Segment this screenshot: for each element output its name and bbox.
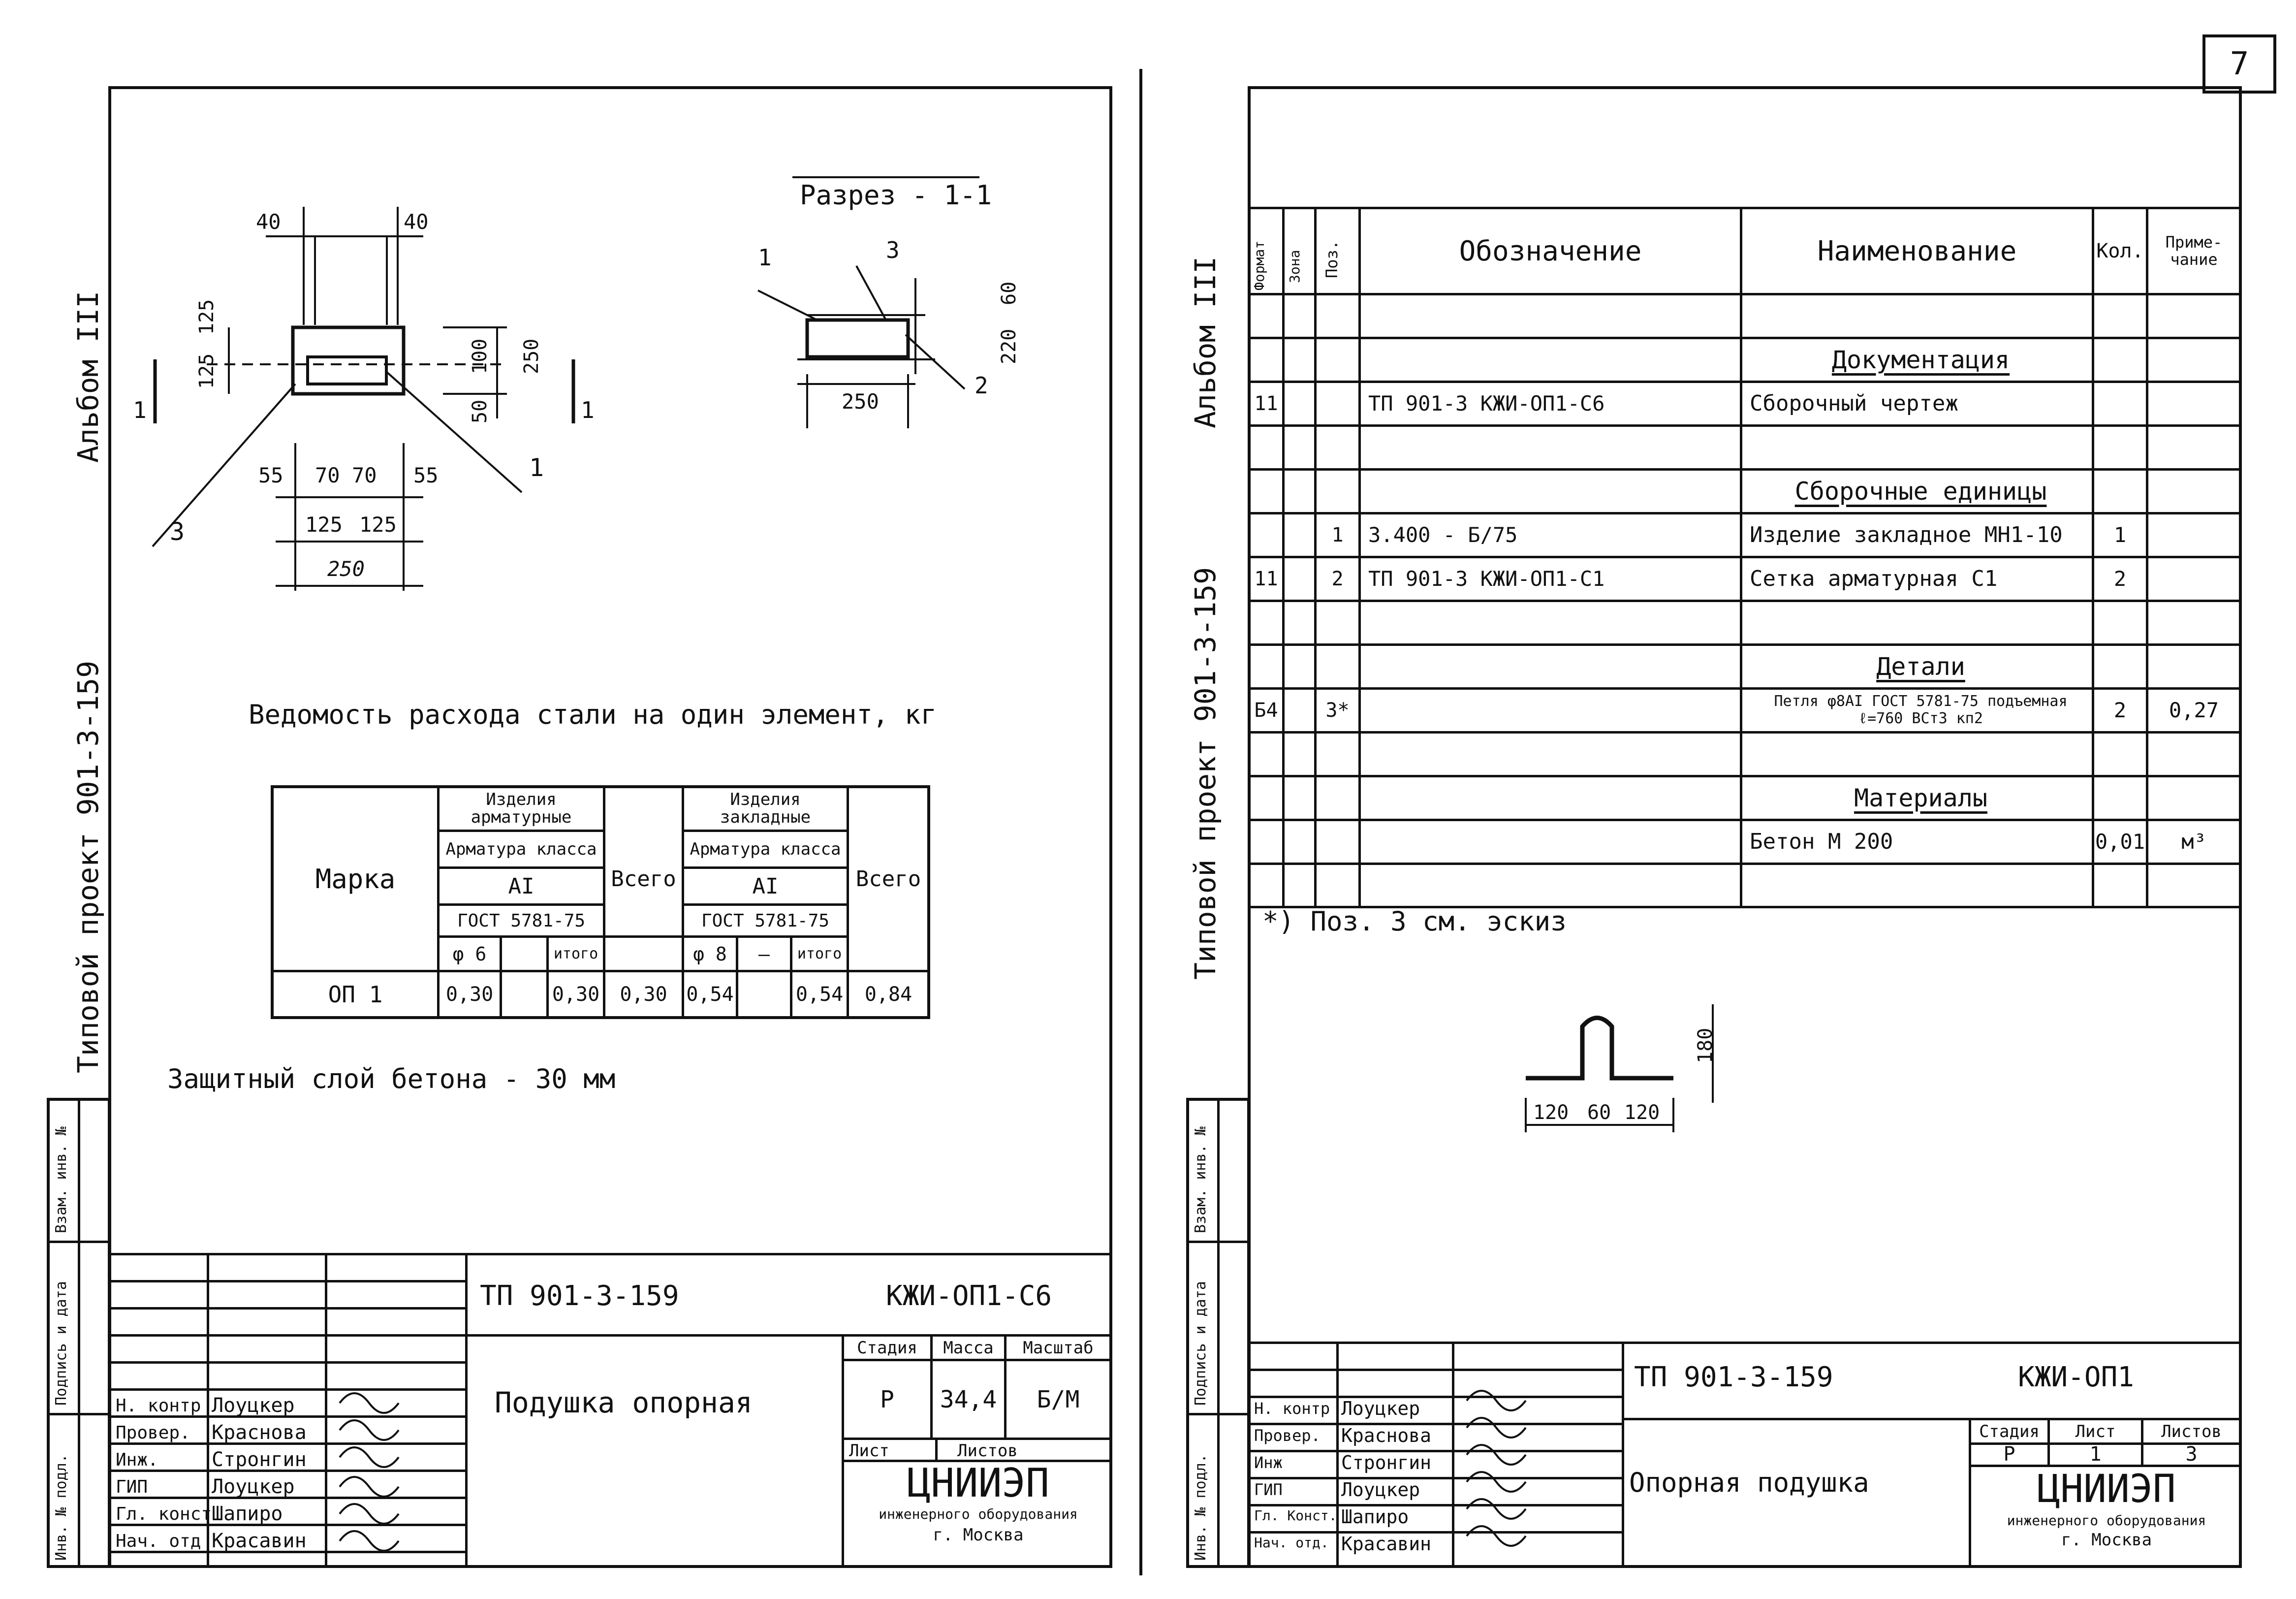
spec-cell-note (2148, 514, 2239, 556)
spec-cell-pos (1317, 821, 1358, 863)
left-name-6: Красавин (212, 1530, 307, 1552)
spec-cell-pos (1317, 295, 1358, 337)
left-project-label: Типовой проект 901-3-159 (71, 660, 105, 1073)
spec-cell-pos (1317, 426, 1358, 468)
left-role-1: Н. контр (116, 1396, 201, 1416)
right-stage-h: Стадия (1979, 1421, 2040, 1441)
spec-cell-designation (1363, 295, 1740, 337)
spec-cell-format (1250, 733, 1282, 775)
spec-cell-format (1250, 426, 1282, 468)
section-dim-220: 220 (998, 328, 1020, 364)
spec-section-heading: Сборочные единицы (1794, 477, 2047, 506)
plan-pos-1: 1 (529, 453, 544, 482)
spec-cell-name: Сборочный чертеж (1750, 391, 1958, 416)
right-product-name: Опорная подушка (1629, 1467, 1869, 1498)
spec-cell-name: Изделие закладное МН1-10 (1750, 522, 2063, 547)
spec-cell-format (1250, 777, 1282, 819)
spec-cell-format (1250, 470, 1282, 512)
spec-cell-name (1745, 864, 2092, 906)
spec-cell-note (2148, 426, 2239, 468)
right-stamp-sign: Подпись и дата (1192, 1281, 1209, 1406)
spec-cell-designation: 3.400 - Б/75 (1368, 523, 1518, 547)
spec-cell-qty (2094, 339, 2146, 381)
plan-dim-b1-3: 70 (352, 463, 377, 487)
right-code: ТП 901-3-159 (1634, 1361, 1833, 1393)
left-org-city: г. Москва (933, 1525, 1024, 1545)
spec-cell-pos: 3* (1325, 699, 1350, 722)
steel-row-vsego1: 0,30 (620, 983, 667, 1006)
right-list: 1 (2089, 1442, 2102, 1466)
left-product-name: Подушка опорная (495, 1386, 753, 1419)
spec-cell-note (2148, 383, 2239, 424)
spec-cell-designation (1363, 777, 1740, 819)
steel-h-group1: Изделия арматурные (471, 789, 572, 827)
spec-section-heading: Детали (1876, 652, 1965, 681)
spec-cell-note (2148, 470, 2239, 512)
steel-h-phi8: φ 8 (693, 943, 727, 965)
right-name-4: Лоуцкер (1341, 1479, 1420, 1501)
spec-h-note: Приме-чание (2165, 232, 2223, 269)
left-role-3: Инж. (116, 1450, 158, 1470)
left-name-3: Стронгин (212, 1448, 307, 1471)
plan-dim-b1-1: 55 (258, 463, 283, 487)
spec-cell-pos (1317, 470, 1358, 512)
sketch-dim-60: 60 (1587, 1101, 1611, 1124)
right-sheet-code: КЖИ-ОП1 (2018, 1361, 2135, 1393)
spec-cell-name (1745, 645, 2092, 687)
right-lists: 3 (2185, 1442, 2198, 1466)
spec-cell-qty (2094, 645, 2146, 687)
left-list-h: Лист (849, 1441, 889, 1461)
spec-cell-format (1250, 514, 1282, 556)
left-album-label: Альбом III (71, 290, 105, 463)
spec-cell-note (2148, 339, 2239, 381)
plan-dim-b1-4: 55 (413, 463, 439, 487)
right-name-1: Лоуцкер (1341, 1398, 1420, 1419)
right-role-3: Инж (1254, 1453, 1283, 1472)
steel-h-armatura2: Арматура класса (690, 839, 841, 859)
left-sheet-code: КЖИ-ОП1-С6 (886, 1280, 1052, 1312)
spec-cell-qty: 1 (2113, 523, 2127, 547)
left-org: ЦНИИЭП (907, 1460, 1049, 1506)
spec-cell-designation (1363, 689, 1740, 731)
right-name-2: Краснова (1341, 1425, 1432, 1446)
left-stage: Р (880, 1385, 894, 1413)
left-stamp-inv: Инв. № подл. (53, 1454, 70, 1561)
left-lists-h: Листов (957, 1441, 1018, 1461)
right-name-3: Стронгин (1341, 1452, 1432, 1473)
spec-cell-qty (2094, 733, 2146, 775)
spec-cell-qty (2094, 602, 2146, 643)
right-lists-h: Листов (2161, 1421, 2222, 1441)
steel-row-phi8: 0,54 (686, 983, 734, 1006)
steel-row-phi6: 0,30 (445, 983, 494, 1006)
spec-cell-note (2148, 777, 2239, 819)
spec-footnote: *) Поз. 3 см. эскиз (1262, 906, 1567, 937)
steel-h-gost2: ГОСТ 5781-75 (701, 910, 830, 931)
spec-cell-qty (2094, 864, 2146, 906)
right-role-1: Н. контр (1254, 1399, 1330, 1418)
left-mass-h: Масса (943, 1338, 994, 1358)
right-org: ЦНИИЭП (2037, 1467, 2176, 1511)
spec-cell-pos (1317, 339, 1358, 381)
spec-cell-qty: 0,01 (2095, 830, 2145, 854)
spec-cell-pos: 1 (1331, 523, 1344, 546)
spec-cell-designation (1363, 339, 1740, 381)
spec-cell-designation (1363, 426, 1740, 468)
plan-dim-left-2: 125 (195, 299, 218, 335)
left-name-1: Лоуцкер (212, 1394, 295, 1417)
spec-cell-designation: ТП 901-3 КЖИ-ОП1-С6 (1368, 391, 1605, 416)
steel-row-itogo2: 0,54 (795, 983, 844, 1006)
right-role-4: ГИП (1254, 1480, 1283, 1499)
left-name-2: Краснова (212, 1421, 307, 1444)
right-org-city: г. Москва (2061, 1530, 2152, 1550)
protect-note: Защитный слой бетона - 30 мм (167, 1063, 616, 1094)
section-dim-60: 60 (998, 281, 1020, 305)
spec-cell-pos (1317, 777, 1358, 819)
plan-cut-mark-left: 1 (133, 397, 147, 423)
steel-h-itogo2: итого (797, 945, 842, 962)
steel-h-vsego1: Всего (611, 866, 676, 892)
spec-cell-pos: 2 (1331, 567, 1344, 590)
spec-cell-note (2148, 645, 2239, 687)
steel-h-class1: AI (508, 873, 535, 899)
left-stamp-vzam: Взам. инв. № (53, 1126, 70, 1233)
steel-h-phi6: φ 6 (452, 943, 487, 965)
spec-cell-note (2148, 864, 2239, 906)
plan-dim-b3: 250 (327, 557, 365, 581)
spec-cell-name (1745, 426, 2092, 468)
spec-cell-name: Сетка арматурная С1 (1750, 566, 1998, 591)
spec-h-name: Наименование (1817, 235, 2017, 267)
left-code: ТП 901-3-159 (480, 1280, 679, 1312)
spec-cell-note (2148, 733, 2239, 775)
steel-h-gost1: ГОСТ 5781-75 (457, 910, 586, 931)
right-name-5: Шапиро (1341, 1506, 1409, 1528)
spec-cell-qty: 2 (2113, 567, 2127, 591)
sketch-dim-180: 180 (1694, 1027, 1717, 1063)
plan-dim-right-2: 250 (520, 338, 543, 374)
plan-dim-b2-2: 125 (359, 512, 397, 537)
spec-cell-pos (1317, 383, 1358, 424)
left-role-5: Гл. конст (116, 1504, 212, 1524)
left-role-6: Нач. отд (116, 1531, 201, 1551)
spec-cell-format: Б4 (1254, 699, 1278, 722)
section-pos-1: 1 (758, 244, 772, 271)
spec-cell-note (2148, 602, 2239, 643)
spec-cell-note (2148, 295, 2239, 337)
steel-h-itogo1: итого (553, 945, 598, 962)
spec-cell-note: 0,27 (2169, 698, 2219, 722)
page-number-box (2202, 34, 2276, 94)
steel-h-group2: Изделия закладные (720, 789, 811, 827)
left-name-4: Лоуцкер (212, 1475, 295, 1498)
plan-dim-top-left: 40 (256, 210, 281, 234)
left-stamp-sign: Подпись и дата (53, 1281, 70, 1406)
right-project-label: Типовой проект 901-3-159 (1189, 567, 1222, 980)
left-mass: 34,4 (940, 1385, 997, 1413)
spec-cell-qty (2094, 470, 2146, 512)
spec-cell-qty (2094, 426, 2146, 468)
spec-cell-name (1745, 295, 2092, 337)
spec-h-qty: Кол. (2096, 240, 2144, 262)
right-role-5: Гл. Конст. (1254, 1507, 1337, 1524)
spec-section-heading: Документация (1831, 345, 2010, 374)
spec-cell-note (2148, 558, 2239, 600)
spec-cell-format: 11 (1254, 392, 1278, 415)
steel-title: Ведомость расхода стали на один элемент, кг (249, 699, 937, 730)
page-number: 7 (2230, 46, 2249, 82)
spec-cell-pos (1317, 602, 1358, 643)
spec-h-format: Формат (1251, 240, 1267, 290)
spec-cell-format (1250, 295, 1282, 337)
right-role-6: Нач. отд. (1254, 1535, 1329, 1551)
left-scale: Б/М (1037, 1385, 1080, 1413)
sketch-dim-120b: 120 (1624, 1101, 1660, 1124)
spec-cell-designation: ТП 901-3 КЖИ-ОП1-С1 (1368, 567, 1605, 591)
right-stamp-vzam: Взам. инв. № (1192, 1126, 1209, 1233)
spec-h-pos: Поз. (1322, 240, 1341, 278)
spec-cell-format (1250, 602, 1282, 643)
spec-cell-note: м³ (2181, 830, 2206, 854)
plan-dim-b2-1: 125 (305, 512, 343, 537)
plan-dim-left-1: 125 (195, 353, 218, 389)
left-name-5: Шапиро (212, 1503, 283, 1525)
left-role-4: ГИП (116, 1477, 148, 1497)
spec-cell-designation (1363, 864, 1740, 906)
spec-cell-format (1250, 864, 1282, 906)
steel-h-vsego2: Всего (855, 866, 921, 892)
spec-cell-format (1250, 821, 1282, 863)
plan-dim-b1-2: 70 (315, 463, 340, 487)
plan-dim-right-1: 100 (469, 338, 491, 374)
spec-cell-designation (1363, 602, 1740, 643)
section-dim-250: 250 (842, 389, 879, 414)
spec-cell-designation (1363, 821, 1740, 863)
spec-cell-designation (1363, 733, 1740, 775)
spec-cell-name: Бетон М 200 (1750, 829, 1893, 854)
spec-cell-qty (2094, 295, 2146, 337)
spec-cell-qty (2094, 777, 2146, 819)
right-list-h: Лист (2075, 1421, 2116, 1441)
steel-row-vsego2: 0,84 (864, 983, 912, 1006)
left-scale-h: Масштаб (1023, 1338, 1094, 1358)
plan-pos-3: 3 (170, 517, 185, 546)
section-title: Разрез - 1-1 (800, 180, 992, 211)
spec-cell-designation (1363, 470, 1740, 512)
plan-cut-mark-right: 1 (581, 397, 595, 423)
right-role-2: Провер. (1254, 1426, 1321, 1445)
steel-h-mark: Марка (315, 863, 396, 895)
left-stage-h: Стадия (857, 1338, 917, 1358)
spec-cell-name (1745, 470, 2092, 512)
plan-dim-top-right: 40 (404, 210, 429, 234)
spec-cell-designation (1363, 645, 1740, 687)
left-role-2: Провер. (116, 1423, 190, 1443)
spec-cell-pos (1317, 733, 1358, 775)
right-org-sub: инженерного оборудования (2007, 1512, 2206, 1529)
steel-row-itogo1: 0,30 (552, 983, 600, 1006)
spec-h-zone: Зона (1287, 250, 1303, 283)
spec-cell-pos (1317, 645, 1358, 687)
right-album-label: Альбом III (1189, 256, 1222, 428)
steel-h-dash: — (758, 943, 770, 965)
right-stage: Р (2003, 1442, 2015, 1466)
section-pos-2: 2 (975, 372, 988, 399)
left-org-sub: инженерного оборудования (879, 1505, 1078, 1522)
spec-cell-name: Петля φ8AI ГОСТ 5781-75 подъемная ℓ=760 ВСт3 кп2 (1774, 692, 2068, 727)
spec-cell-format (1250, 645, 1282, 687)
section-pos-3: 3 (886, 237, 900, 263)
steel-row-mark: ОП 1 (328, 981, 383, 1008)
spec-section-heading: Материалы (1854, 783, 1987, 812)
plan-dim-right-3: 50 (469, 399, 491, 423)
spec-cell-name (1745, 602, 2092, 643)
spec-cell-pos (1317, 864, 1358, 906)
steel-h-class2: AI (752, 873, 779, 899)
spec-cell-format: 11 (1254, 567, 1278, 590)
spec-h-designation: Обозначение (1459, 235, 1642, 267)
right-name-6: Красавин (1341, 1533, 1432, 1555)
spec-cell-name (1745, 777, 2092, 819)
right-stamp-inv: Инв. № подл. (1192, 1454, 1209, 1561)
steel-h-armatura1: Арматура класса (445, 839, 597, 859)
spec-cell-qty: 2 (2113, 698, 2127, 722)
spec-cell-qty (2094, 383, 2146, 424)
spec-cell-name (1745, 339, 2092, 381)
sketch-dim-120a: 120 (1533, 1101, 1569, 1124)
spec-cell-name (1745, 733, 2092, 775)
spec-cell-format (1250, 339, 1282, 381)
